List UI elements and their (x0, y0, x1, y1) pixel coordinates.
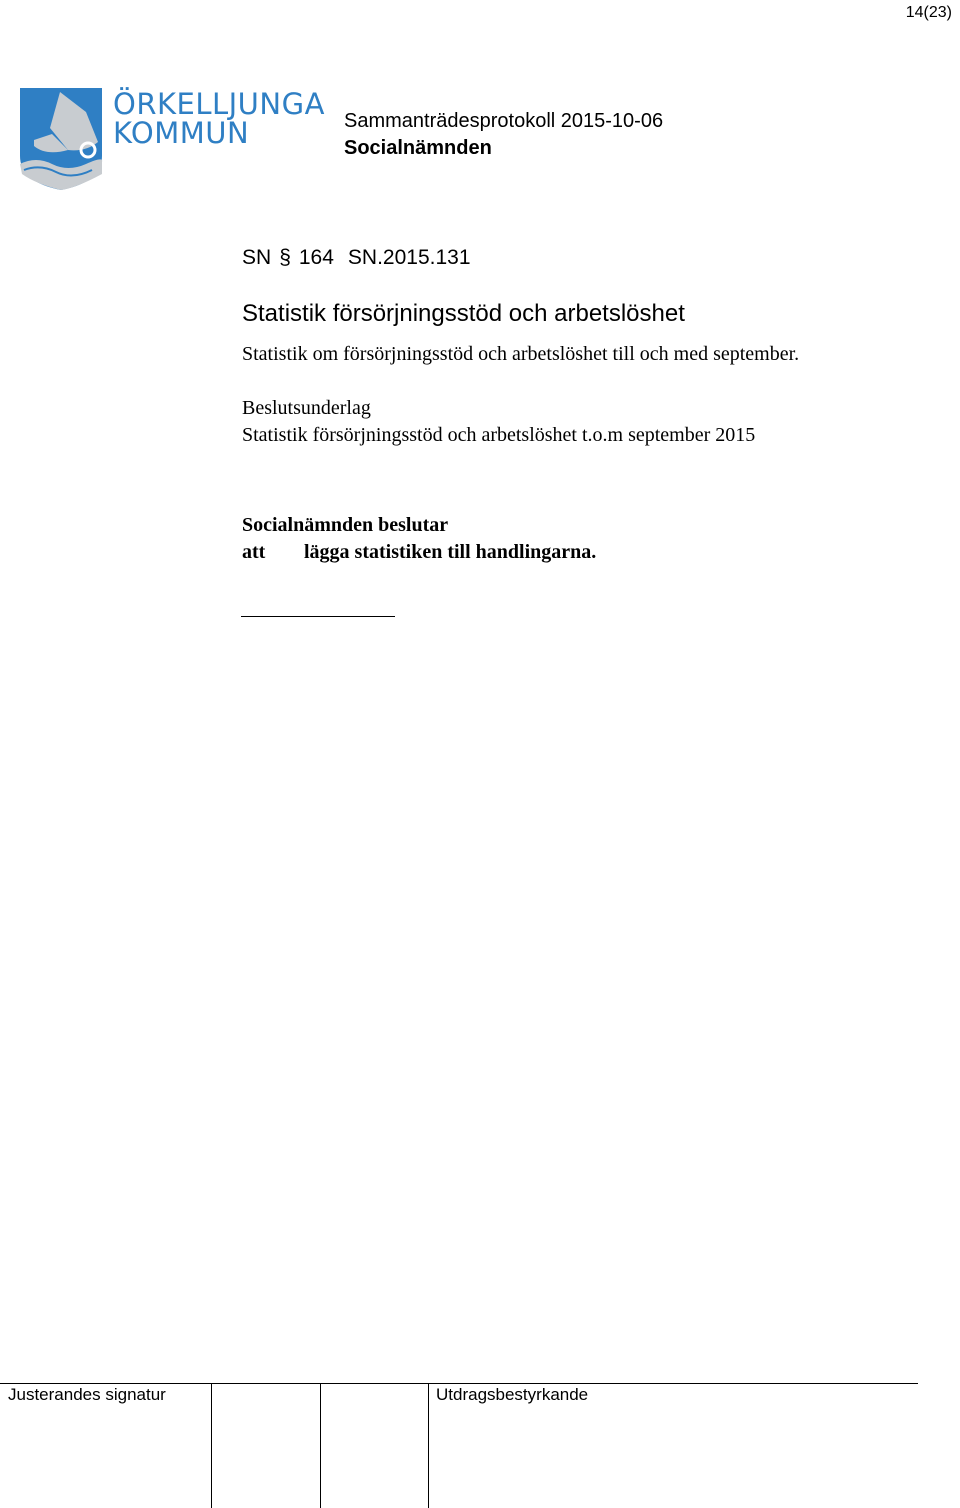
decision-heading: Socialnämnden beslutar (242, 514, 449, 536)
section-end-rule (241, 616, 395, 617)
section-summary: Statistik om försörjningsstöd och arbetslöshet till och med september. (242, 343, 800, 365)
signature-table-divider-3 (428, 1383, 429, 1508)
section-heading: Statistik försörjningsstöd och arbetslöshet (242, 300, 685, 327)
logo-wordmark (113, 87, 325, 150)
page-number: 14(23) (905, 4, 952, 21)
utdragsbestyrkande-label: Utdragsbestyrkande (436, 1385, 589, 1404)
case-reference: SN.2015.131 (347, 246, 471, 269)
basis-heading: Beslutsunderlag (242, 397, 371, 419)
committee-name: Socialnämnden (344, 137, 492, 159)
signature-table-divider-2 (320, 1383, 321, 1508)
logo-line-1: ÖRKELLJUNGA (113, 87, 325, 121)
decision-line (242, 541, 596, 564)
case-reference-line (242, 246, 471, 270)
decision-att: att (242, 541, 266, 563)
case-number: 164 (298, 246, 334, 269)
justerandes-signatur-label: Justerandes signatur (8, 1385, 166, 1404)
section-symbol: § (279, 246, 291, 269)
municipality-logo (16, 84, 106, 192)
basis-item: Statistik försörjningsstöd och arbetslöshet t.o.m september 2015 (242, 424, 756, 446)
logo-line-2: KOMMUN (113, 116, 250, 150)
signature-table-divider-1 (211, 1383, 212, 1508)
case-prefix: SN (242, 246, 272, 269)
decision-text: lägga statistiken till handlingarna. (304, 541, 597, 563)
protocol-title: Sammanträdesprotokoll 2015-10-06 (344, 110, 664, 132)
